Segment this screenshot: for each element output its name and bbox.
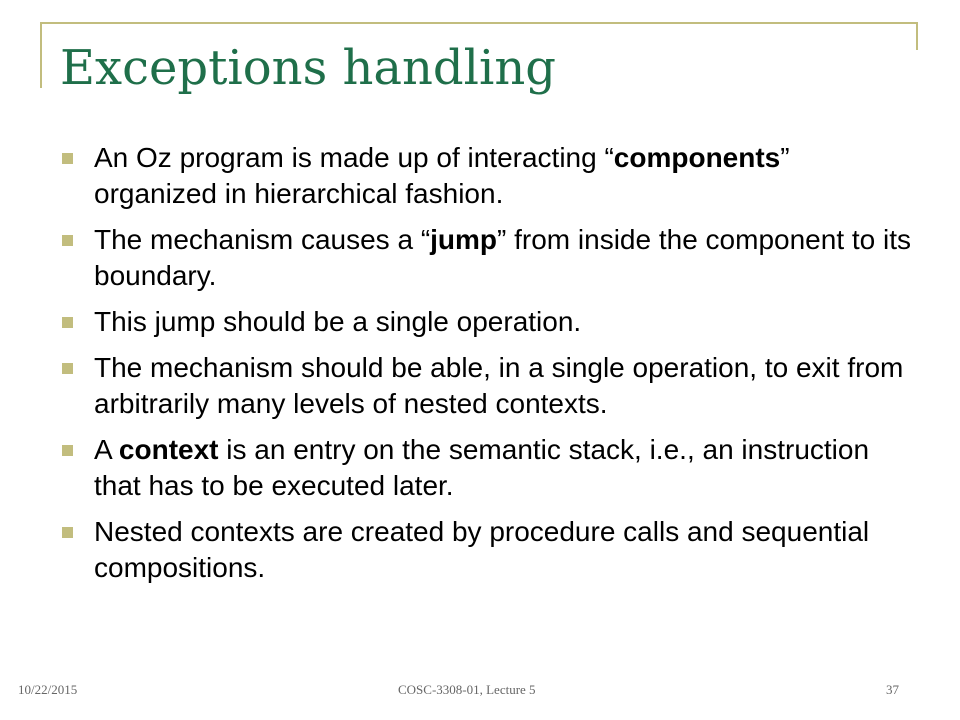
bullet-item: [60, 514, 920, 586]
bullet-text: The mechanism should be able, in a single operation, to exit from arbitrarily many levels of nested contexts.: [94, 352, 904, 419]
square-bullet-icon: [62, 317, 73, 328]
bullet-emphasis-text: jump: [430, 224, 498, 255]
bullet-item: [60, 350, 920, 422]
square-bullet-icon: [62, 363, 73, 374]
bullet-text: A: [94, 434, 119, 465]
bullet-item: [60, 304, 920, 340]
square-bullet-icon: [62, 527, 73, 538]
bullet-text: ” from inside the component to its boundary.: [94, 224, 912, 291]
bullet-emphasis-text: components: [613, 142, 781, 173]
bullet-item: [60, 432, 920, 504]
footer-page-number: 37: [886, 682, 899, 697]
square-bullet-icon: [62, 153, 73, 164]
square-bullet-icon: [62, 235, 73, 246]
square-bullet-icon: [62, 445, 73, 456]
bullet-text: This jump should be a single operation.: [94, 306, 582, 337]
frame-top-line: [42, 22, 918, 24]
footer-date: 10/22/2015: [18, 682, 78, 697]
bullet-item: [60, 140, 920, 212]
bullet-text: An Oz program is made up of interacting “: [94, 142, 614, 173]
bullet-text: The mechanism causes a “: [94, 224, 431, 255]
bullet-text: ” organized in hierarchical fashion.: [94, 142, 790, 209]
frame-left-line: [40, 22, 42, 88]
bullet-emphasis-text: context: [118, 434, 219, 465]
slide-title: Exceptions handling: [60, 40, 556, 96]
bullet-text: Nested contexts are created by procedure calls and sequential compositions.: [94, 516, 870, 583]
bullet-text: is an entry on the semantic stack, i.e., an instruction that has to be executed later.: [94, 434, 870, 501]
bullet-list: [60, 140, 920, 596]
footer-course: COSC-3308-01, Lecture 5: [398, 682, 536, 697]
frame-right-line: [916, 22, 918, 50]
bullet-item: [60, 222, 920, 294]
